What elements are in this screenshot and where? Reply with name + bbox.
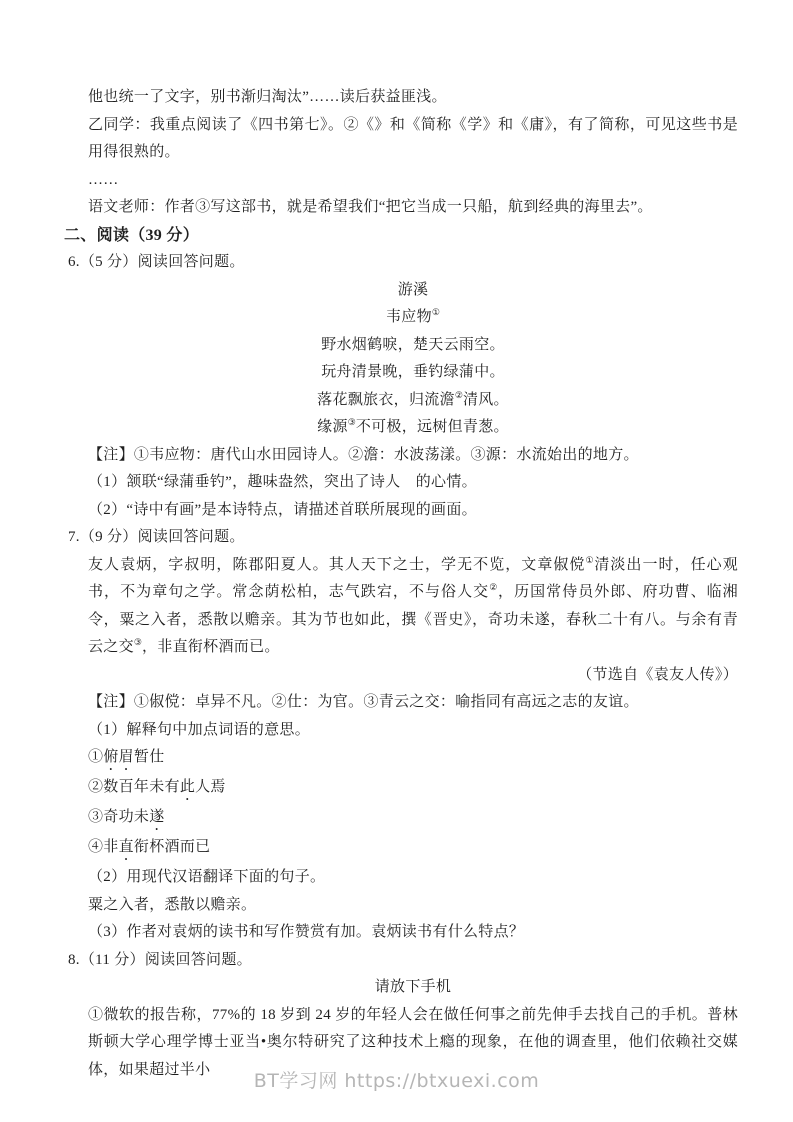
classical-passage [88,552,738,662]
watermark [0,1066,793,1093]
question-7-sub-3 [88,919,738,947]
poem-author [88,304,738,332]
poem-line-4 [88,414,738,442]
text-run: 玩舟清景晚，垂钓绿蒲中。 [321,364,505,380]
text-run: …… [88,171,119,188]
text-run: 乙同学：我重点阅读了《四书第七》。②《》和《简称《学》和《庸》，有了简称，可见这些书是用得很熟的。 [88,116,738,160]
dotted-word-item-1 [88,744,738,774]
text-run: （节选自《袁友人传》） [577,666,738,683]
poem-title [88,277,738,305]
text-run: 他也统一了文字，别书渐归淘汰”……读后获益匪浅。 [88,89,447,105]
text-run: （1）解释句中加点词语的意思。 [88,721,311,738]
document-body [64,84,738,1084]
text-run: 清淡出一时，任心观书，不为章句之学。常念荫松柏，志气跌宕，不与俗人交 [88,556,738,600]
poem-notes [88,442,738,470]
text-run: 语文老师：作者③写这部书，就是希望我们“把它当成一只船，航到经典的海里去”。 [88,199,653,215]
superscript-note-ref: ② [454,389,463,400]
text-run: 7.（9 分）阅读回答问题。 [68,529,245,545]
text-run: 不可极，远树但青葱。 [355,419,509,435]
text-run: 游溪 [397,281,429,298]
text-run: 韦应物 [386,309,432,325]
question-7-stem [68,524,738,552]
dialog-line-teacher [88,194,738,222]
dialog-line-continuation [88,84,738,112]
essay-title [88,974,738,1002]
text-run: 8.（11 分）阅读回答问题。 [68,951,252,968]
superscript-note-ref: ① [585,554,595,565]
text-run: （2）“诗中有画”是本诗特点，请描述首联所展现的画面。 [88,501,477,518]
text-run: ③奇功未 [88,809,150,825]
question-6-sub-2 [88,497,738,525]
watermark-text: BT学习网 https://btxuexi.com [253,1070,540,1092]
emphasized-word: 直 [118,839,134,855]
text-run: 落花飘旅衣，归流澹 [317,391,455,408]
section-heading-reading [64,222,738,250]
text-run: ① [88,749,104,765]
dialog-line-student-b [88,112,738,167]
superscript-note-ref: ② [489,582,499,592]
text-run: （3）作者对袁炳的读书和写作赞赏有加。袁炳读书有什么特点？ [88,924,525,940]
text-run: 粟之入者，悉散以赡亲。 [88,896,257,913]
question-8-stem [68,947,738,975]
question-6-stem [68,249,738,277]
text-run: 衔杯酒而已 [133,839,211,855]
dotted-word-item-4 [88,834,738,864]
dotted-word-item-3 [88,804,738,834]
text-run: ①微软的报告称，77%的 18 岁到 24 岁的年轻人会在做任何事之前先伸手去找自己的手机。普林斯顿大学心理学博士亚当•奥尔特研究了这种技术上瘾的现象，在他的调查里，他们依赖社交媒体，如果超过半小 [88,1006,738,1078]
emphasized-word: 此 [179,779,196,795]
text-run: （2）用现代汉语翻译下面的句子。 [88,869,326,885]
text-run: ④非 [88,839,119,855]
text-run: ，历国常侍员外郎、府功曹、临湘令，粟之入者，悉散以赡亲。其为节也如此，撰《晋史》，奇功未遂，春秋二十有八。与余有青云之交 [88,584,738,655]
dotted-word-item-2 [88,774,738,804]
text-run: 清风。 [462,391,509,408]
text-run: 野水烟鹤唳，楚天云雨空。 [321,336,505,353]
text-run: 【注】①俶傥：卓异不凡。②仕：为官。③青云之交：喻指同有高远之志的友谊。 [88,694,639,710]
text-run: 请放下手机 [374,979,452,995]
text-run: （1）颔联“绿蒲垂钓”，趣味盎然，突出了诗人 的心情。 [88,474,477,490]
question-7-sub-2 [88,864,738,892]
poem-line-2 [88,359,738,387]
text-run: 【注】①韦应物：唐代山水田园诗人。②澹：水波荡漾。③源：水流始出的地方。 [88,446,639,463]
text-run: 缘源 [317,419,348,435]
poem-line-1 [88,332,738,360]
poem-line-3 [88,387,738,415]
dialog-ellipsis [88,167,738,195]
text-run: 6.（5 分）阅读回答问题。 [68,254,245,270]
text-run: 暂仕 [133,749,165,765]
superscript-note-ref: ③ [347,417,356,427]
superscript-note-ref: ③ [133,637,142,647]
question-6-sub-1 [88,469,738,497]
sentence-to-translate [88,892,738,920]
passage-source [88,662,738,690]
text-run: 二、阅读（39 分） [64,226,200,244]
text-run: 友人袁炳，字叔明，陈郡阳夏人。其人天下之士，学无不览，文章俶傥 [88,556,586,573]
question-7-sub-1 [88,717,738,745]
passage-notes [88,689,738,717]
text-run: ②数百年未有 [88,779,180,795]
text-run: ，非直衔杯酒而已。 [141,639,280,655]
text-run: 人焉 [195,779,226,795]
emphasized-word: 遂 [149,809,165,825]
emphasized-word: 俯眉 [103,749,134,765]
superscript-note-ref: ① [431,307,440,317]
